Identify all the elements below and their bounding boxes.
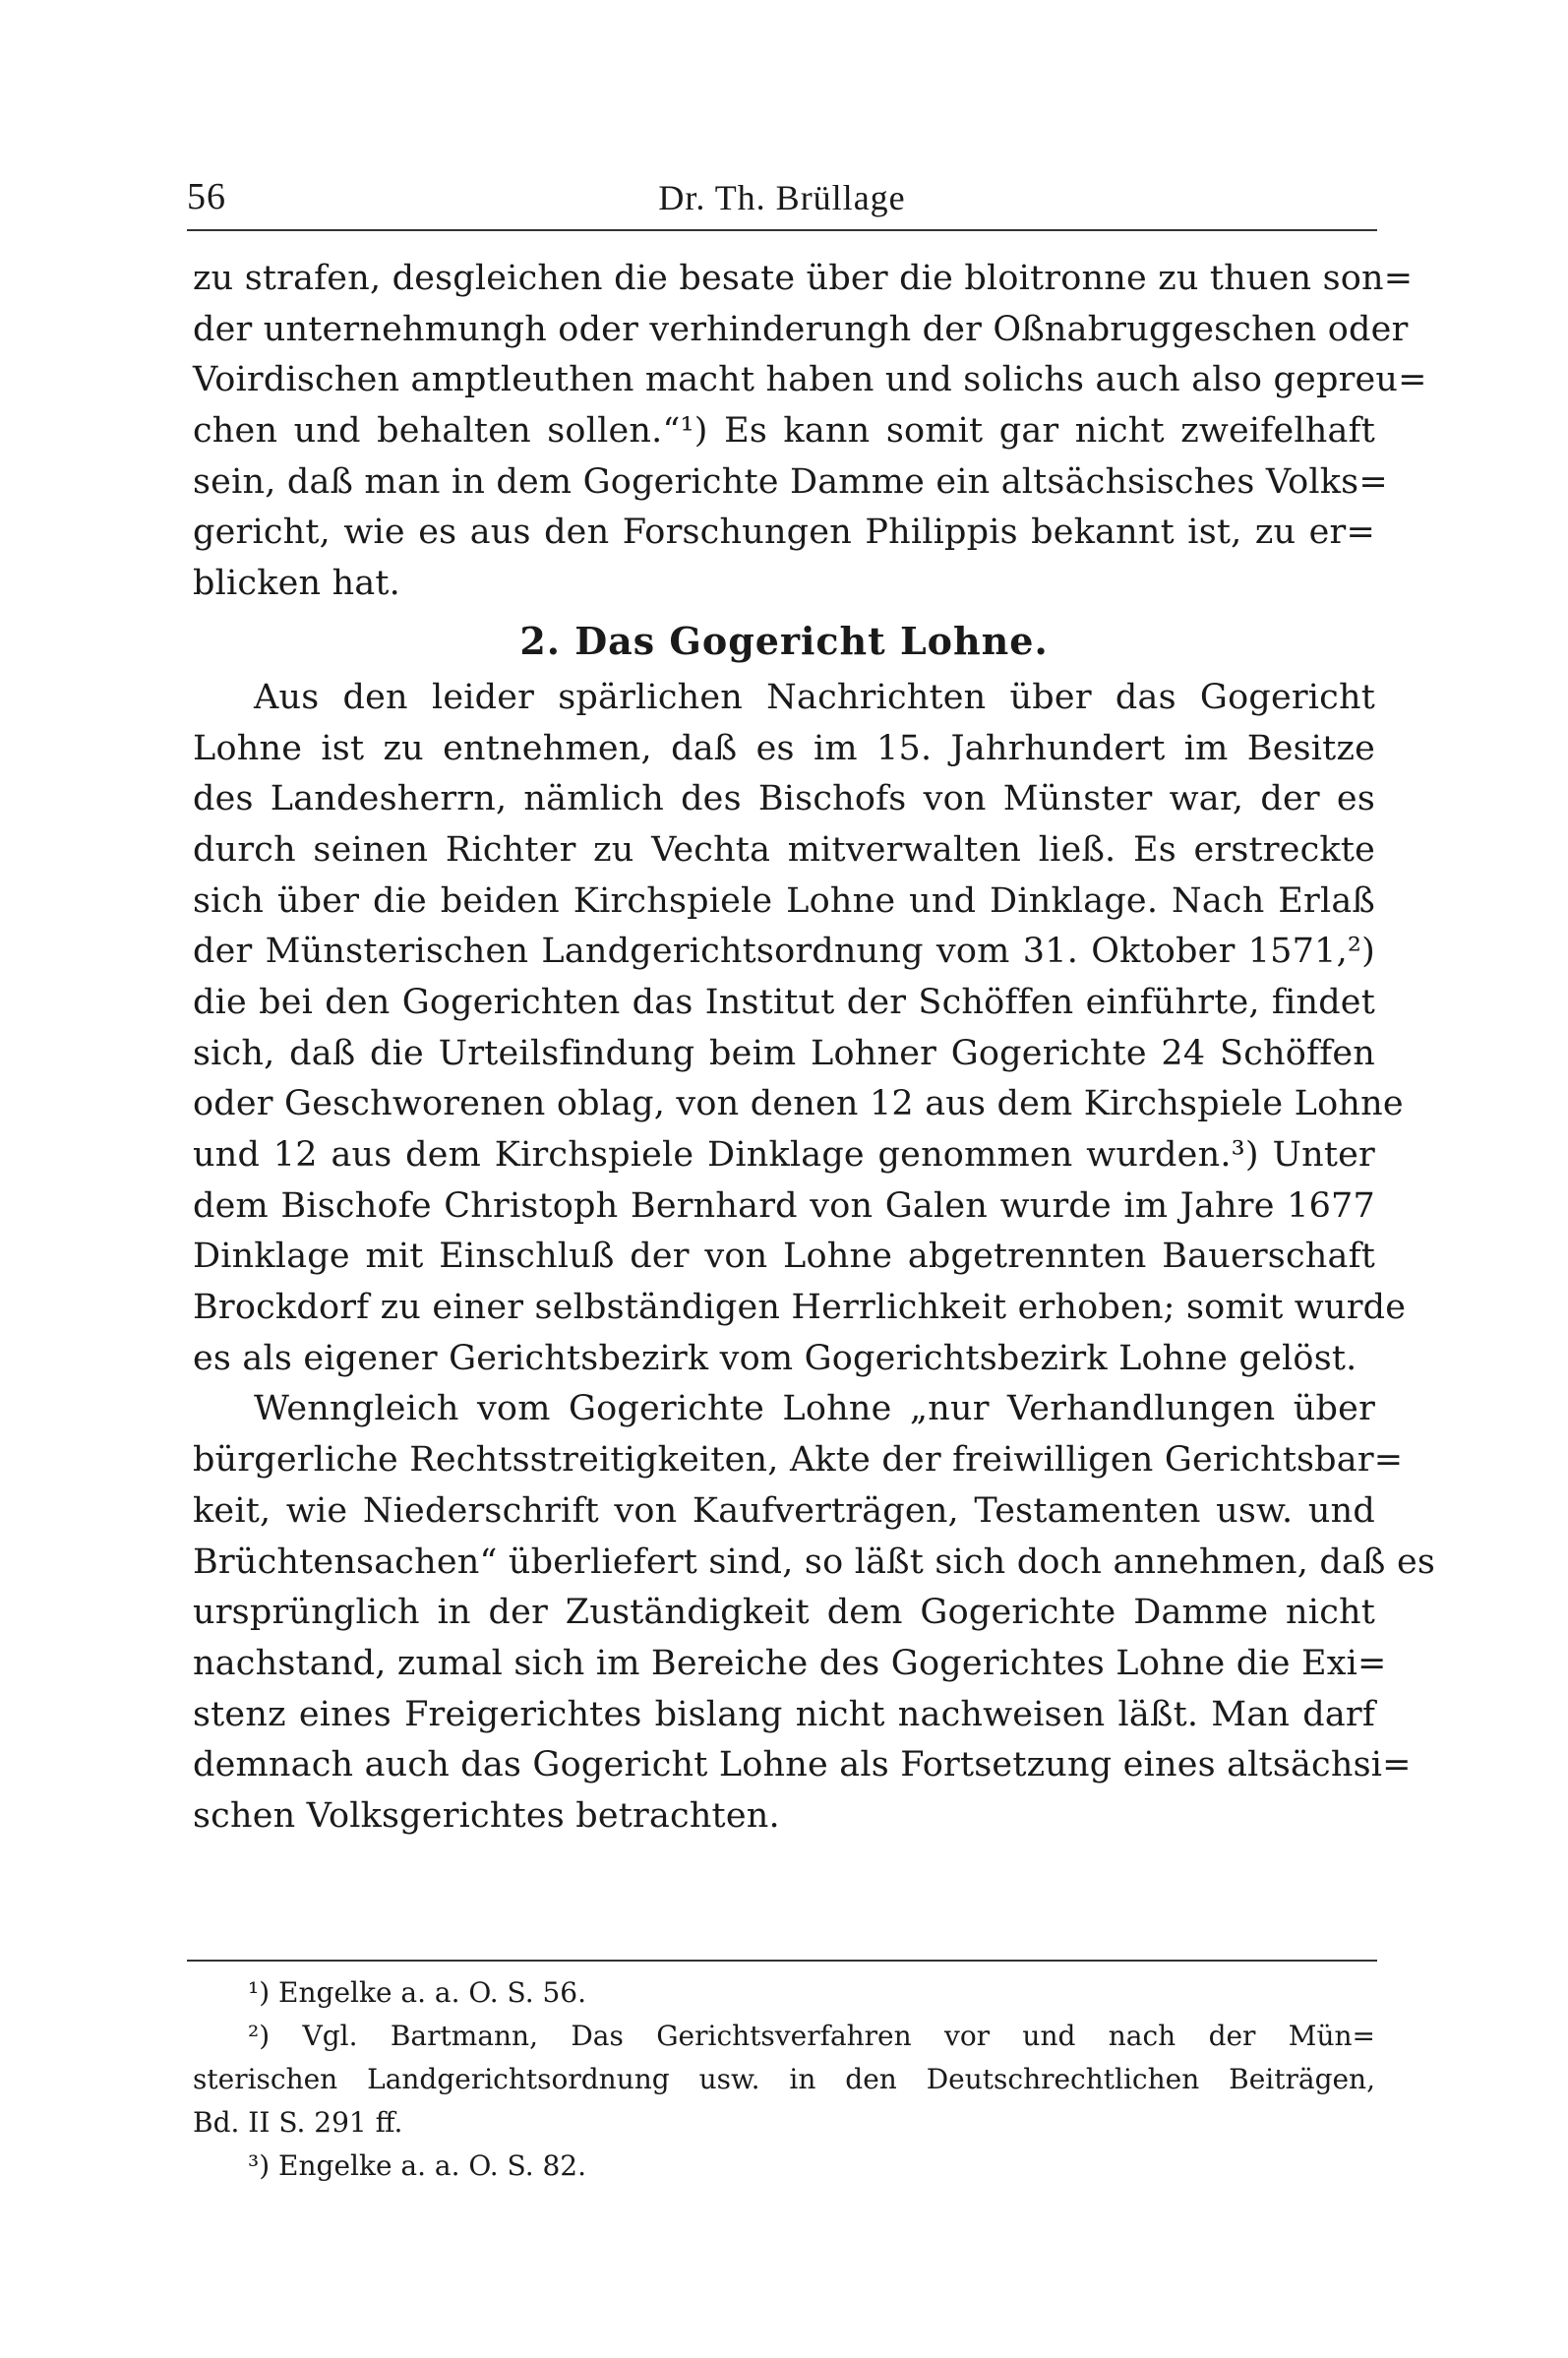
text-line: demnach auch das Gogericht Lohne als Fortsetzung eines altsächsi= — [193, 1745, 1412, 1785]
text-line: oder Geschworenen oblag, von denen 12 aus dem Kirchspiele Lohne — [193, 1084, 1404, 1124]
text-line: die bei den Gogerichten das Institut der Schöffen einführte, findet — [193, 982, 1375, 1022]
text-line: und 12 aus dem Kirchspiele Dinklage genommen wurden.³) Unter — [193, 1135, 1375, 1175]
running-head: Dr. Th. Brüllage — [658, 178, 906, 217]
text-line: sein, daß man in dem Gogerichte Damme ein altsächsisches Volks= — [193, 461, 1388, 502]
text-line: keit, wie Niederschrift von Kaufverträgen, Testamenten usw. und — [193, 1490, 1375, 1531]
text-line: Lohne ist zu entnehmen, daß es im 15. Jahrhundert im Besitze — [193, 728, 1375, 768]
text-line: der Münsterischen Landgerichtsordnung vom 31. Oktober 1571,²) — [193, 932, 1375, 972]
paragraph-1 — [193, 254, 1427, 610]
footnote-3: ³) Engelke a. a. O. S. 82. — [248, 2149, 587, 2182]
footnote-2-line: ²) Vgl. Bartmann, Das Gerichtsverfahren vor und nach der Mün= — [248, 2020, 1375, 2052]
paragraph-3 — [193, 1384, 1436, 1842]
text-line: sich über die beiden Kirchspiele Lohne und Dinklage. Nach Erlaß — [193, 880, 1375, 921]
text-line: schen Volksgerichtes betrachten. — [193, 1795, 780, 1836]
text-line: bürgerliche Rechtsstreitigkeiten, Akte der freiwilligen Gerichtsbar= — [193, 1440, 1404, 1481]
text-line: der unternehmungh oder verhinderungh der Oßnabruggeschen oder — [193, 309, 1409, 349]
body-text — [193, 254, 1436, 1843]
page-number: 56 — [187, 176, 226, 217]
text-line: zu strafen, desgleichen die besate über die bloitronne zu thuen son= — [193, 259, 1414, 298]
footnotes — [193, 1971, 1375, 2188]
text-line: blicken hat. — [193, 564, 400, 604]
text-line: chen und behalten sollen.“¹) Es kann somit gar nicht zweifelhaft — [193, 411, 1375, 452]
text-line: es als eigener Gerichtsbezirk vom Gogerichtsbezirk Lohne gelöst. — [193, 1338, 1357, 1378]
text-line: des Landesherrn, nämlich des Bischofs von Münster war, der es — [193, 779, 1375, 819]
text-line: nachstand, zumal sich im Bereiche des Gogerichtes Lohne die Exi= — [193, 1643, 1387, 1683]
page-header — [187, 175, 1377, 226]
footnote-2-line: sterischen Landgerichtsordnung usw. in den Deutschrechtlichen Beiträgen, — [193, 2063, 1375, 2095]
section-heading: 2. Das Gogericht Lohne. — [519, 618, 1049, 663]
text-line: stenz eines Freigerichtes bislang nicht nachweisen läßt. Man darf — [193, 1694, 1375, 1734]
text-line: dem Bischofe Christoph Bernhard von Galen wurde im Jahre 1677 — [193, 1185, 1375, 1226]
text-line: Brockdorf zu einer selbständigen Herrlichkeit erhoben; somit wurde — [193, 1288, 1407, 1328]
text-line: sich, daß die Urteilsfindung beim Lohner Gogerichte 24 Schöffen — [193, 1033, 1375, 1073]
footnote-rule — [187, 1960, 1377, 1962]
text-line: Voirdischen amptleuthen macht haben und solichs auch also gepreu= — [193, 360, 1427, 400]
text-line: Dinklage mit Einschluß der von Lohne abgetrennten Bauerschaft — [193, 1237, 1375, 1277]
text-line: gericht, wie es aus den Forschungen Philippis bekannt ist, zu er= — [193, 513, 1375, 553]
header-rule — [187, 229, 1377, 231]
paragraph-2 — [193, 673, 1407, 1385]
text-line: durch seinen Richter zu Vechta mitverwalten ließ. Es erstreckte — [193, 829, 1375, 870]
text-line: Brüchtensachen“ überliefert sind, so läßt sich doch annehmen, daß es — [193, 1542, 1436, 1582]
text-line: Aus den leider spärlichen Nachrichten über das Gogericht — [254, 677, 1375, 717]
footnote-2-line: Bd. II S. 291 ff. — [193, 2106, 403, 2139]
footnote-1: ¹) Engelke a. a. O. S. 56. — [248, 1976, 587, 2009]
text-line: Wenngleich vom Gogerichte Lohne „nur Verhandlungen über — [254, 1389, 1375, 1429]
text-line: ursprünglich in der Zuständigkeit dem Gogerichte Damme nicht — [193, 1593, 1375, 1633]
